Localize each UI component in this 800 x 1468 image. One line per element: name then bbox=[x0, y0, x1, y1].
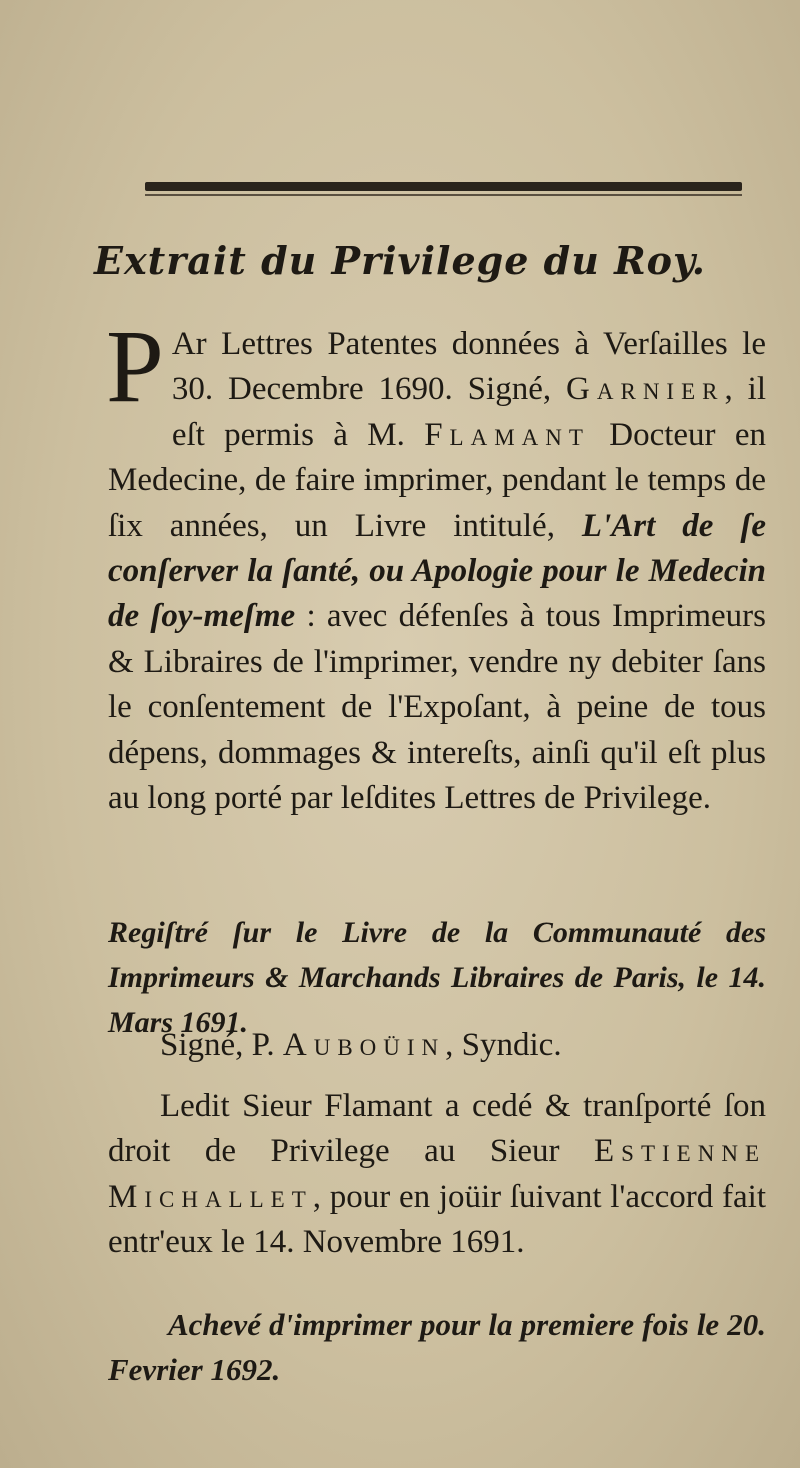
transfer-text-2: , pour en joüir ſuivant l'accord fait entr'eux le 14. Novembre 1691. bbox=[108, 1178, 766, 1261]
transfer-text-1: Ledit Sieur Flamant a cedé & tranſporté ſon droit de Privilege au Sieur bbox=[108, 1088, 766, 1170]
signature-suffix: , Syndic. bbox=[445, 1027, 562, 1063]
name-auboin: Auboüin bbox=[282, 1027, 446, 1063]
drop-cap: P bbox=[106, 309, 164, 424]
privilege-text-4: : avec défenſes à tous Imprimeurs & Libraires de l'imprimer, vendre ny debiter ſans le conſentement de l'Expoſant, à peine de tous dépens, dommages & intereſts, ainſi qu'il eſt plus au long porté par leſdites Lettres de Privilege. bbox=[108, 598, 766, 817]
ornamental-rule bbox=[145, 182, 742, 191]
name-michallet: Estienne Michallet bbox=[108, 1133, 766, 1215]
privilege-paragraph bbox=[106, 309, 766, 821]
privilege-text-1: Ar Lettres Patentes données à Verſailles le 30. Decembre 1690. Signé, bbox=[171, 326, 766, 408]
ornamental-rule-thin bbox=[145, 194, 742, 196]
transfer-paragraph bbox=[108, 1084, 766, 1266]
registration-paragraph: Regiſtré ſur le Livre de la Communauté des Imprimeurs & Marchands Libraires de Paris, le 14. Mars 1691. bbox=[108, 916, 766, 1039]
printing-completed-note: Achevé d'imprimer pour la premiere fois le 20. Fevrier 1692. bbox=[108, 1307, 766, 1387]
privilege-text-3: Docteur en Medecine, de faire imprimer, pendant le temps de ſix années, un Livre intitulé, bbox=[108, 416, 766, 544]
syndic-signature-line bbox=[160, 1027, 770, 1064]
signature-prefix: Signé, P. bbox=[160, 1027, 283, 1063]
name-flamant: Flamant bbox=[424, 416, 590, 453]
book-title: L'Art de ſe conſerver la ſanté, ou Apologie pour le Medecin de ſoy-meſme bbox=[108, 507, 766, 635]
name-garnier: Garnier bbox=[566, 371, 725, 408]
privilege-text-2: , il eſt permis à M. bbox=[171, 371, 766, 453]
page-title: Extrait du Privilege du Roy. bbox=[94, 238, 706, 283]
